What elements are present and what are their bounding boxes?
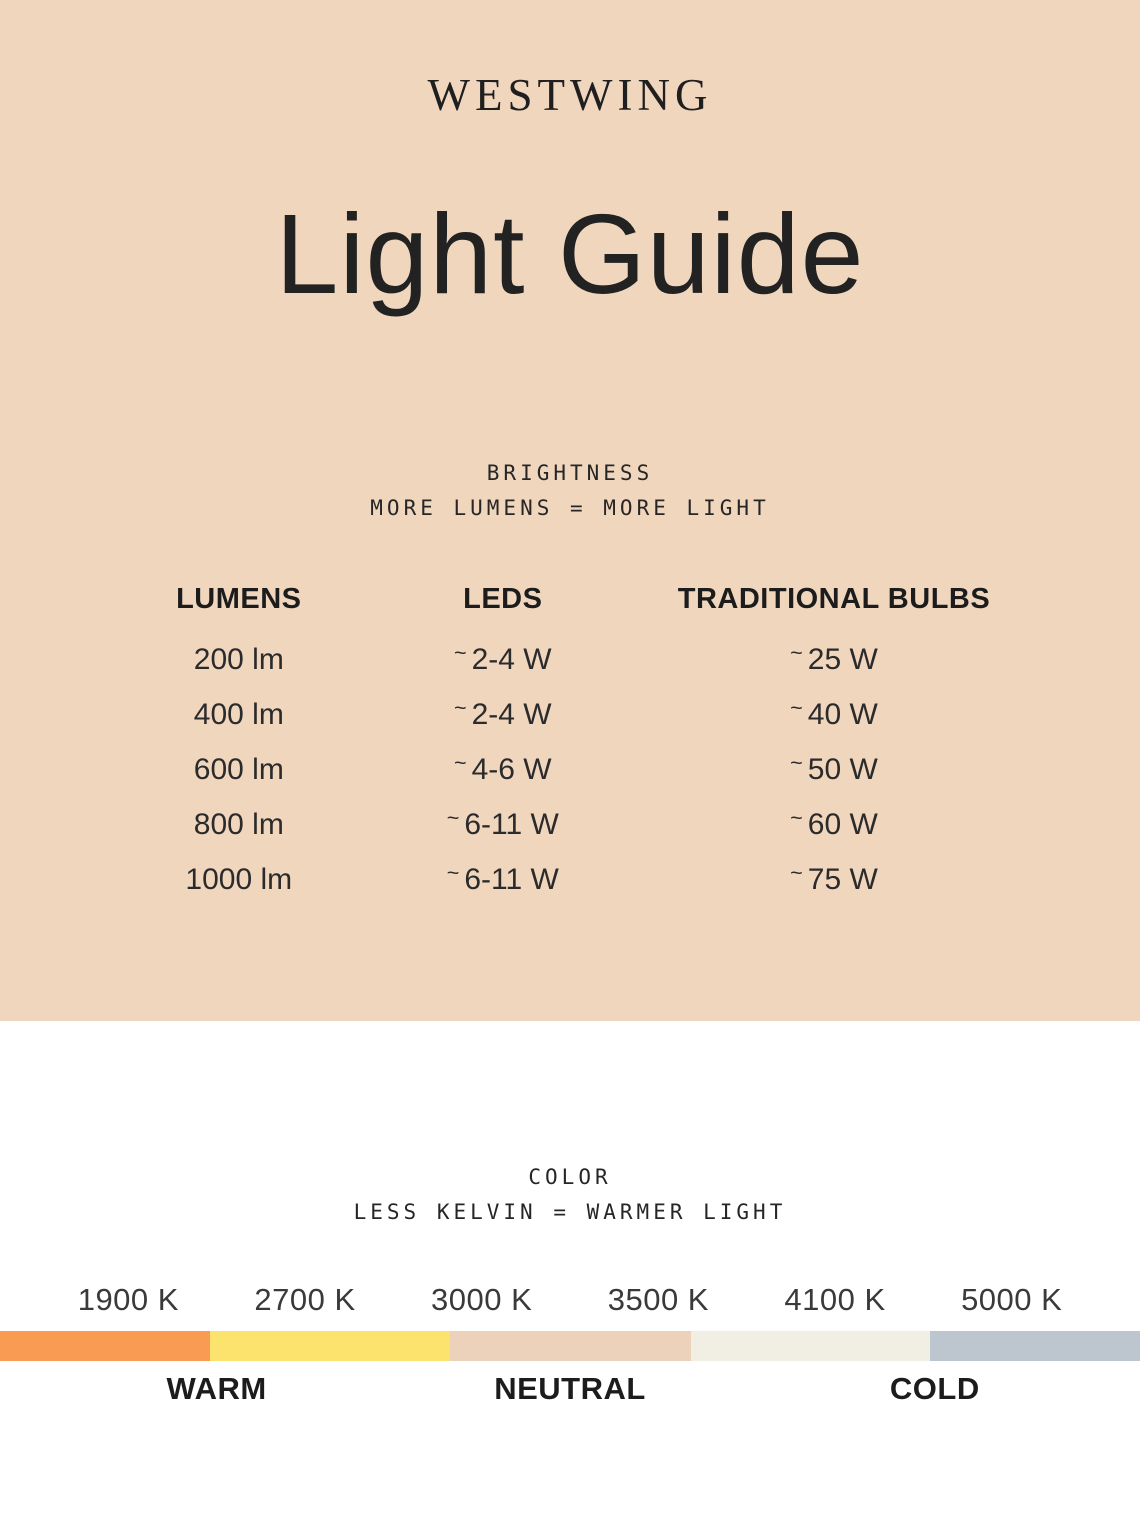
zone-label-warm: WARM <box>166 1371 267 1406</box>
page-title: Light Guide <box>275 191 865 317</box>
traditional-value: ~ 25 W <box>790 640 878 676</box>
brightness-heading-block <box>0 456 1140 526</box>
color-heading-block <box>0 1021 1140 1230</box>
kelvin-segment-warm-orange <box>0 1331 210 1361</box>
traditional-value: ~ 40 W <box>790 695 878 731</box>
kelvin-label: 5000 K <box>961 1282 1063 1317</box>
approx-symbol: ~ <box>446 805 460 831</box>
kelvin-segment-warm-yellow <box>210 1331 451 1361</box>
color-heading: COLOR <box>528 1165 612 1189</box>
approx-symbol: ~ <box>453 640 467 666</box>
approx-symbol: ~ <box>790 860 803 886</box>
table-row <box>90 852 1050 907</box>
approx-symbol: ~ <box>446 860 460 886</box>
column-header-leds: LEDS <box>463 583 543 615</box>
kelvin-color-bar <box>0 1331 1140 1361</box>
traditional-value: ~ 60 W <box>790 805 878 841</box>
lumens-value: 200 lm <box>193 642 284 676</box>
kelvin-label: 3000 K <box>431 1282 533 1317</box>
leds-value: ~ 4-6 W <box>453 750 552 786</box>
table-row <box>90 742 1050 797</box>
lumens-table <box>0 582 1140 907</box>
kelvin-label: 3500 K <box>607 1282 709 1317</box>
brightness-subheading: MORE LUMENS = MORE LIGHT <box>370 496 770 520</box>
lumens-value: 400 lm <box>193 697 284 731</box>
table-row <box>90 687 1050 742</box>
kelvin-segment-neutral-cream <box>691 1331 930 1361</box>
lumens-value: 800 lm <box>193 807 284 841</box>
kelvin-scale-labels <box>0 1282 1140 1318</box>
brand-logo: WESTWING <box>427 70 713 120</box>
color-section <box>0 1021 1140 1520</box>
zone-label-cold: COLD <box>889 1371 980 1406</box>
table-row <box>90 632 1050 687</box>
temperature-zone-labels <box>0 1371 1140 1407</box>
table-body <box>90 632 1050 907</box>
kelvin-label: 4100 K <box>784 1282 886 1317</box>
zone-label-neutral: NEUTRAL <box>494 1371 646 1406</box>
leds-value: ~ 2-4 W <box>453 695 552 731</box>
approx-symbol: ~ <box>790 750 803 776</box>
lumens-value: 600 lm <box>193 752 284 786</box>
lumens-value: 1000 lm <box>185 862 293 896</box>
kelvin-label: 1900 K <box>77 1282 179 1317</box>
table-header-row <box>90 582 1050 616</box>
approx-symbol: ~ <box>790 695 803 721</box>
approx-symbol: ~ <box>790 640 803 666</box>
approx-symbol: ~ <box>790 805 803 831</box>
column-header-traditional: TRADITIONAL BULBS <box>677 583 991 615</box>
kelvin-segment-cold-gray-blue <box>930 1331 1140 1361</box>
column-header-lumens: LUMENS <box>176 583 302 615</box>
color-subheading: LESS KELVIN = WARMER LIGHT <box>353 1200 787 1224</box>
table-row <box>90 797 1050 852</box>
approx-symbol: ~ <box>453 695 467 721</box>
kelvin-label: 2700 K <box>254 1282 356 1317</box>
leds-value: ~ 6-11 W <box>446 805 559 841</box>
leds-value: ~ 6-11 W <box>446 860 559 896</box>
traditional-value: ~ 50 W <box>790 750 878 786</box>
brightness-heading: BRIGHTNESS <box>486 461 654 485</box>
traditional-value: ~ 75 W <box>790 860 878 896</box>
approx-symbol: ~ <box>453 750 467 776</box>
kelvin-segment-neutral-tan <box>450 1331 691 1361</box>
leds-value: ~ 2-4 W <box>453 640 552 676</box>
